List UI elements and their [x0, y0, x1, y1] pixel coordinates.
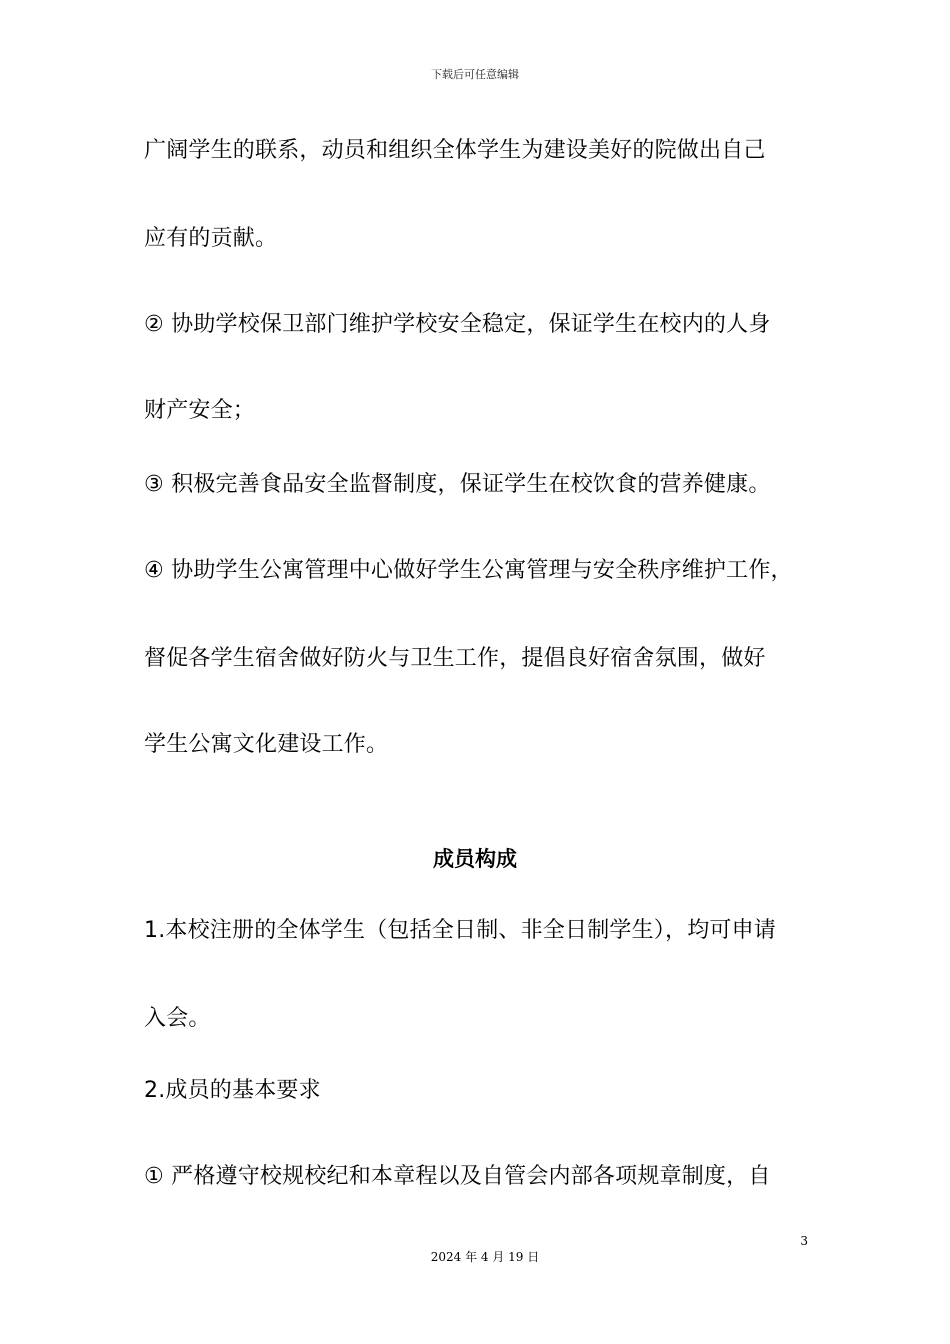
body-line-3: ② 协助学校保卫部门维护学校安全稳定，保证学生在校内的人身: [144, 312, 771, 337]
page-number: 3: [800, 1234, 808, 1248]
section-line-4: ① 严格遵守校规校纪和本章程以及自管会内部各项规章制度，自: [144, 1164, 771, 1189]
header-note: 下载后可任意编辑: [431, 68, 519, 81]
footer-date: 2024 年 4 月 19 日: [430, 1250, 540, 1264]
section-line-2: 入会。: [144, 1006, 211, 1031]
section-line-1: 1.本校注册的全体学生（包括全日制、非全日制学生），均可申请: [144, 918, 776, 943]
body-line-2: 应有的贡献。: [144, 226, 278, 251]
body-line-6: ④ 协助学生公寓管理中心做好学生公寓管理与安全秩序维护工作，: [144, 558, 793, 583]
body-line-4: 财产安全；: [144, 398, 256, 423]
body-line-5: ③ 积极完善食品安全监督制度，保证学生在校饮食的营养健康。: [144, 472, 771, 497]
section-line-3: 2.成员的基本要求: [144, 1078, 321, 1103]
body-line-1: 广阔学生的联系，动员和组织全体学生为建设美好的院做出自己: [144, 138, 766, 163]
body-line-8: 学生公寓文化建设工作。: [144, 732, 389, 757]
section-title: 成员构成: [433, 847, 517, 871]
body-line-7: 督促各学生宿舍做好防火与卫生工作，提倡良好宿舍氛围，做好: [144, 646, 766, 671]
